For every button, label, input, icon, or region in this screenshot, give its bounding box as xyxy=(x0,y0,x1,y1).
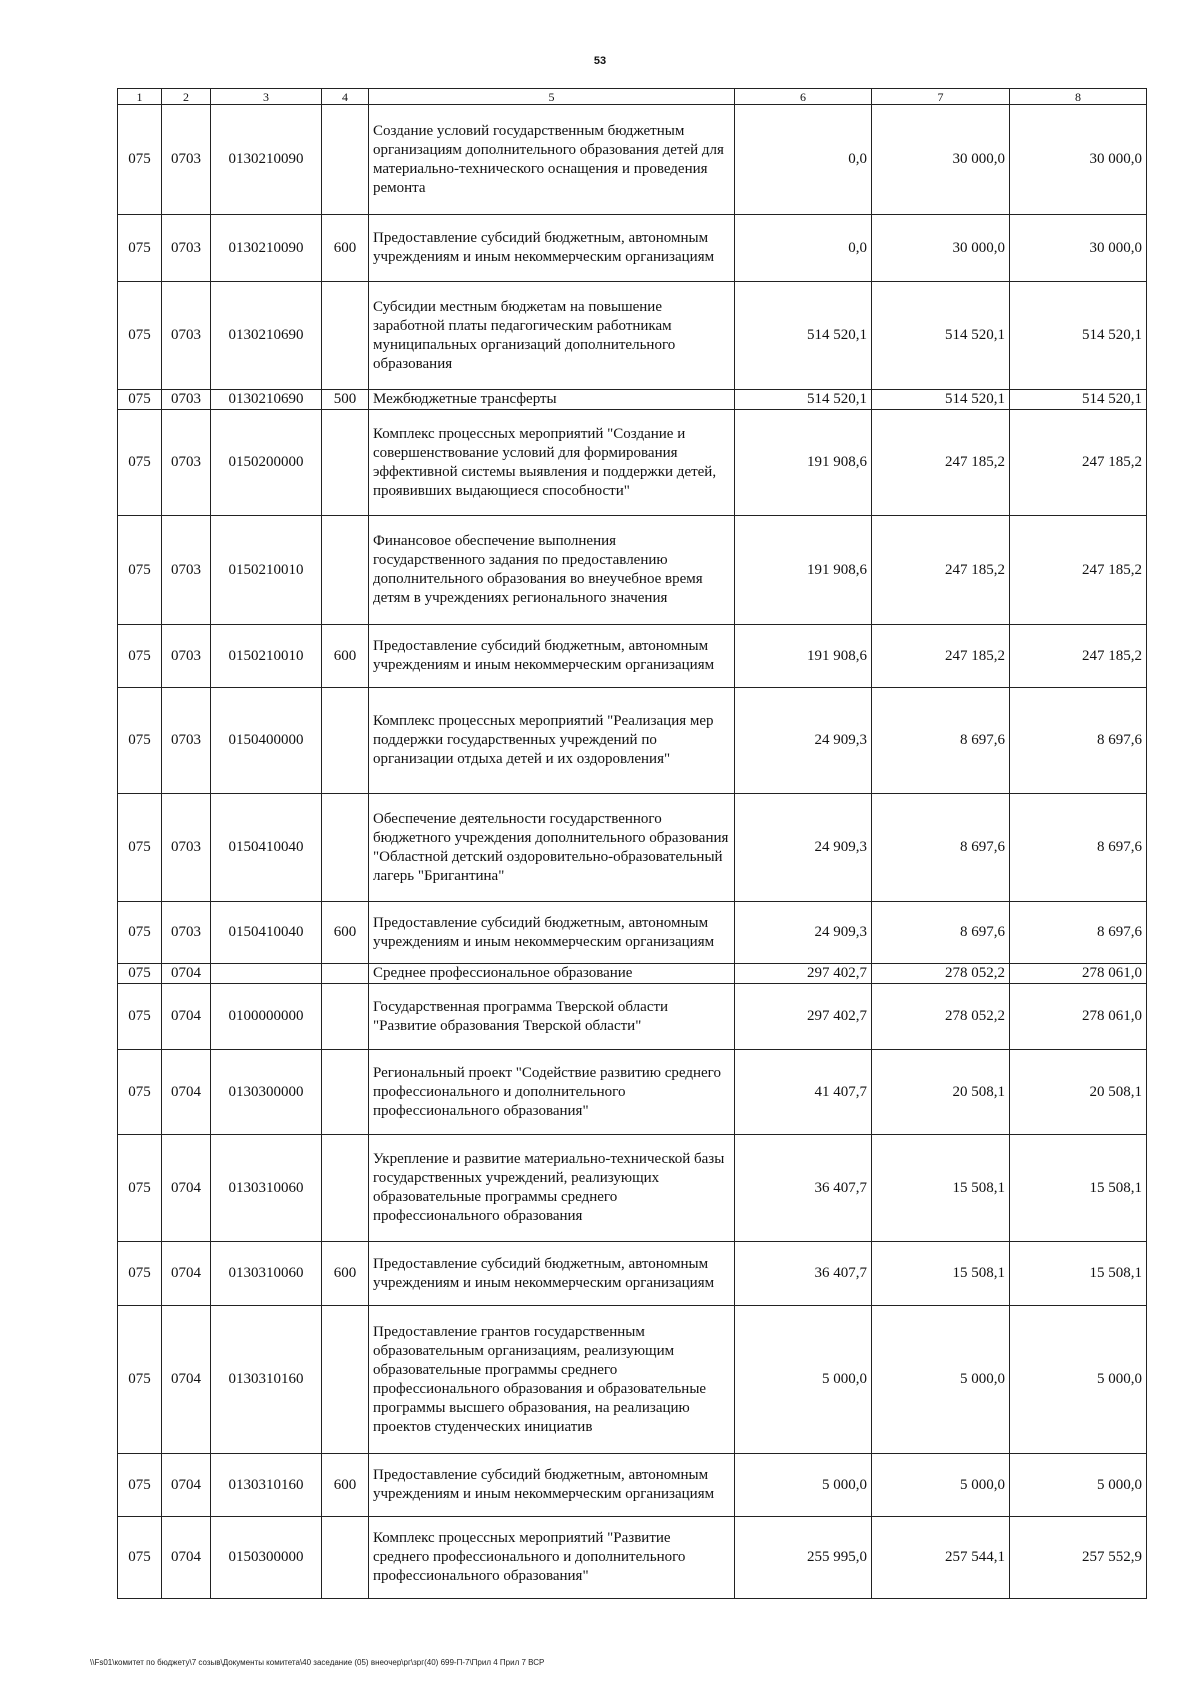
cell-target-article: 0150410040 xyxy=(211,794,322,902)
cell-expense-type: 600 xyxy=(322,215,369,282)
cell-amount-2: 514 520,1 xyxy=(872,390,1010,410)
column-header: 2 xyxy=(162,89,211,105)
cell-target-article: 0130310160 xyxy=(211,1306,322,1454)
cell-amount-1: 0,0 xyxy=(735,105,872,215)
cell-amount-2: 247 185,2 xyxy=(872,516,1010,625)
cell-target-article: 0130310060 xyxy=(211,1242,322,1306)
cell-expense-type xyxy=(322,794,369,902)
column-header: 7 xyxy=(872,89,1010,105)
cell-amount-3: 15 508,1 xyxy=(1010,1135,1147,1242)
cell-amount-2: 8 697,6 xyxy=(872,902,1010,964)
cell-amount-1: 191 908,6 xyxy=(735,516,872,625)
cell-ministry-code: 075 xyxy=(118,688,162,794)
cell-amount-1: 5 000,0 xyxy=(735,1306,872,1454)
cell-expense-type xyxy=(322,964,369,984)
cell-description: Предоставление субсидий бюджетным, автономным учреждениям и иным некоммерческим организациям xyxy=(369,215,735,282)
cell-ministry-code: 075 xyxy=(118,215,162,282)
table-row xyxy=(118,105,1147,215)
cell-amount-3: 514 520,1 xyxy=(1010,282,1147,390)
cell-description: Субсидии местным бюджетам на повышение заработной платы педагогическим работникам муниципальных организаций дополнительного образования xyxy=(369,282,735,390)
table-row xyxy=(118,516,1147,625)
cell-description: Обеспечение деятельности государственного бюджетного учреждения дополнительного образования "Областной детский оздоровительно-образовательный лагерь "Бригантина" xyxy=(369,794,735,902)
table-row xyxy=(118,410,1147,516)
cell-amount-3: 257 552,9 xyxy=(1010,1517,1147,1599)
cell-amount-1: 24 909,3 xyxy=(735,688,872,794)
cell-ministry-code: 075 xyxy=(118,1306,162,1454)
cell-ministry-code: 075 xyxy=(118,410,162,516)
cell-expense-type xyxy=(322,984,369,1050)
table-row xyxy=(118,215,1147,282)
cell-section-code: 0704 xyxy=(162,964,211,984)
table-row xyxy=(118,902,1147,964)
cell-amount-1: 297 402,7 xyxy=(735,984,872,1050)
cell-section-code: 0704 xyxy=(162,984,211,1050)
cell-expense-type xyxy=(322,1050,369,1135)
cell-amount-3: 8 697,6 xyxy=(1010,794,1147,902)
cell-description: Комплекс процессных мероприятий "Развитие среднего профессионального и дополнительного профессионального образования" xyxy=(369,1517,735,1599)
column-header: 4 xyxy=(322,89,369,105)
cell-amount-3: 30 000,0 xyxy=(1010,105,1147,215)
cell-ministry-code: 075 xyxy=(118,1517,162,1599)
cell-ministry-code: 075 xyxy=(118,516,162,625)
cell-amount-3: 30 000,0 xyxy=(1010,215,1147,282)
cell-description: Среднее профессиональное образование xyxy=(369,964,735,984)
cell-target-article: 0150210010 xyxy=(211,625,322,688)
column-number-row xyxy=(118,89,1147,105)
cell-target-article: 0130210090 xyxy=(211,215,322,282)
table-row xyxy=(118,794,1147,902)
cell-target-article: 0150300000 xyxy=(211,1517,322,1599)
column-header: 8 xyxy=(1010,89,1147,105)
cell-expense-type xyxy=(322,1135,369,1242)
cell-target-article: 0150400000 xyxy=(211,688,322,794)
cell-ministry-code: 075 xyxy=(118,105,162,215)
cell-amount-2: 247 185,2 xyxy=(872,625,1010,688)
cell-amount-3: 20 508,1 xyxy=(1010,1050,1147,1135)
cell-amount-1: 41 407,7 xyxy=(735,1050,872,1135)
cell-section-code: 0704 xyxy=(162,1306,211,1454)
cell-ministry-code: 075 xyxy=(118,1454,162,1517)
cell-amount-2: 278 052,2 xyxy=(872,984,1010,1050)
table-row xyxy=(118,984,1147,1050)
cell-section-code: 0703 xyxy=(162,282,211,390)
cell-amount-3: 278 061,0 xyxy=(1010,984,1147,1050)
cell-target-article: 0130310160 xyxy=(211,1454,322,1517)
cell-amount-2: 514 520,1 xyxy=(872,282,1010,390)
cell-section-code: 0704 xyxy=(162,1454,211,1517)
cell-amount-1: 36 407,7 xyxy=(735,1242,872,1306)
cell-amount-1: 514 520,1 xyxy=(735,390,872,410)
cell-target-article: 0150410040 xyxy=(211,902,322,964)
table-row xyxy=(118,625,1147,688)
table-row xyxy=(118,1306,1147,1454)
cell-amount-2: 15 508,1 xyxy=(872,1135,1010,1242)
cell-amount-1: 297 402,7 xyxy=(735,964,872,984)
column-header: 6 xyxy=(735,89,872,105)
cell-section-code: 0704 xyxy=(162,1517,211,1599)
footer-file-path: \\Fs01\комитет по бюджету\7 созыв\Документы комитета\40 заседание (05) внеочер\рг\зрг(40) 699-П-7\Прил 4 Прил 7 ВСР xyxy=(90,1658,545,1667)
cell-expense-type xyxy=(322,282,369,390)
table-row xyxy=(118,964,1147,984)
cell-amount-3: 5 000,0 xyxy=(1010,1454,1147,1517)
cell-target-article: 0130210690 xyxy=(211,282,322,390)
cell-amount-1: 36 407,7 xyxy=(735,1135,872,1242)
cell-expense-type xyxy=(322,105,369,215)
cell-expense-type: 600 xyxy=(322,902,369,964)
cell-section-code: 0703 xyxy=(162,516,211,625)
cell-section-code: 0703 xyxy=(162,625,211,688)
cell-amount-2: 278 052,2 xyxy=(872,964,1010,984)
cell-amount-3: 8 697,6 xyxy=(1010,902,1147,964)
cell-section-code: 0704 xyxy=(162,1242,211,1306)
cell-target-article: 0130210090 xyxy=(211,105,322,215)
cell-description: Укрепление и развитие материально-технической базы государственных учреждений, реализующих образовательные программы среднего профессионального образования xyxy=(369,1135,735,1242)
cell-description: Предоставление субсидий бюджетным, автономным учреждениям и иным некоммерческим организациям xyxy=(369,902,735,964)
cell-description: Комплекс процессных мероприятий "Реализация мер поддержки государственных учреждений по организации отдыха детей и их оздоровления" xyxy=(369,688,735,794)
cell-ministry-code: 075 xyxy=(118,902,162,964)
cell-ministry-code: 075 xyxy=(118,390,162,410)
cell-amount-2: 247 185,2 xyxy=(872,410,1010,516)
cell-amount-1: 5 000,0 xyxy=(735,1454,872,1517)
cell-amount-3: 514 520,1 xyxy=(1010,390,1147,410)
cell-section-code: 0703 xyxy=(162,688,211,794)
cell-section-code: 0703 xyxy=(162,390,211,410)
page-number: 53 xyxy=(593,55,607,67)
cell-section-code: 0703 xyxy=(162,794,211,902)
cell-section-code: 0704 xyxy=(162,1050,211,1135)
cell-amount-2: 8 697,6 xyxy=(872,688,1010,794)
cell-description: Предоставление субсидий бюджетным, автономным учреждениям и иным некоммерческим организациям xyxy=(369,1454,735,1517)
column-header: 3 xyxy=(211,89,322,105)
cell-amount-2: 257 544,1 xyxy=(872,1517,1010,1599)
cell-amount-3: 5 000,0 xyxy=(1010,1306,1147,1454)
cell-amount-3: 15 508,1 xyxy=(1010,1242,1147,1306)
cell-amount-1: 191 908,6 xyxy=(735,410,872,516)
cell-amount-3: 278 061,0 xyxy=(1010,964,1147,984)
cell-expense-type: 600 xyxy=(322,1242,369,1306)
cell-amount-2: 30 000,0 xyxy=(872,105,1010,215)
cell-description: Межбюджетные трансферты xyxy=(369,390,735,410)
cell-amount-1: 24 909,3 xyxy=(735,794,872,902)
cell-expense-type: 500 xyxy=(322,390,369,410)
table-row xyxy=(118,1517,1147,1599)
cell-description: Создание условий государственным бюджетным организациям дополнительного образования детей для материально-технического оснащения и проведения ремонта xyxy=(369,105,735,215)
cell-amount-3: 247 185,2 xyxy=(1010,625,1147,688)
cell-amount-1: 255 995,0 xyxy=(735,1517,872,1599)
cell-ministry-code: 075 xyxy=(118,1050,162,1135)
cell-section-code: 0703 xyxy=(162,902,211,964)
cell-expense-type xyxy=(322,516,369,625)
cell-target-article: 0130300000 xyxy=(211,1050,322,1135)
cell-target-article: 0150210010 xyxy=(211,516,322,625)
cell-target-article: 0130310060 xyxy=(211,1135,322,1242)
table-row xyxy=(118,688,1147,794)
cell-amount-2: 20 508,1 xyxy=(872,1050,1010,1135)
cell-expense-type xyxy=(322,688,369,794)
cell-amount-1: 24 909,3 xyxy=(735,902,872,964)
cell-expense-type xyxy=(322,410,369,516)
table-row xyxy=(118,1454,1147,1517)
cell-section-code: 0703 xyxy=(162,105,211,215)
cell-description: Предоставление субсидий бюджетным, автономным учреждениям и иным некоммерческим организациям xyxy=(369,1242,735,1306)
cell-target-article: 0150200000 xyxy=(211,410,322,516)
table-row xyxy=(118,282,1147,390)
cell-amount-2: 8 697,6 xyxy=(872,794,1010,902)
cell-ministry-code: 075 xyxy=(118,1242,162,1306)
cell-amount-3: 247 185,2 xyxy=(1010,410,1147,516)
cell-description: Предоставление грантов государственным образовательным организациям, реализующим образовательные программы среднего профессионального образования и образовательные программы высшего образования, на реализацию проектов студенческих инициатив xyxy=(369,1306,735,1454)
cell-expense-type xyxy=(322,1306,369,1454)
cell-target-article: 0100000000 xyxy=(211,984,322,1050)
cell-amount-1: 514 520,1 xyxy=(735,282,872,390)
cell-amount-3: 247 185,2 xyxy=(1010,516,1147,625)
cell-description: Финансовое обеспечение выполнения государственного задания по предоставлению дополнительного образования во внеучебное время детям в учреждениях регионального значения xyxy=(369,516,735,625)
table-row xyxy=(118,390,1147,410)
cell-section-code: 0703 xyxy=(162,410,211,516)
cell-amount-1: 191 908,6 xyxy=(735,625,872,688)
cell-target-article xyxy=(211,964,322,984)
cell-description: Предоставление субсидий бюджетным, автономным учреждениям и иным некоммерческим организациям xyxy=(369,625,735,688)
cell-amount-1: 0,0 xyxy=(735,215,872,282)
cell-ministry-code: 075 xyxy=(118,625,162,688)
cell-amount-2: 15 508,1 xyxy=(872,1242,1010,1306)
cell-amount-2: 5 000,0 xyxy=(872,1454,1010,1517)
table-row xyxy=(118,1050,1147,1135)
cell-description: Комплекс процессных мероприятий "Создание и совершенствование условий для формирования эффективной системы выявления и поддержки детей, проявивших выдающиеся способности" xyxy=(369,410,735,516)
cell-expense-type: 600 xyxy=(322,1454,369,1517)
column-header: 1 xyxy=(118,89,162,105)
cell-expense-type: 600 xyxy=(322,625,369,688)
cell-section-code: 0703 xyxy=(162,215,211,282)
cell-ministry-code: 075 xyxy=(118,794,162,902)
cell-section-code: 0704 xyxy=(162,1135,211,1242)
cell-amount-2: 5 000,0 xyxy=(872,1306,1010,1454)
cell-description: Государственная программа Тверской области "Развитие образования Тверской области" xyxy=(369,984,735,1050)
table-row xyxy=(118,1135,1147,1242)
budget-table xyxy=(117,88,1147,1599)
column-header: 5 xyxy=(369,89,735,105)
cell-ministry-code: 075 xyxy=(118,1135,162,1242)
cell-ministry-code: 075 xyxy=(118,984,162,1050)
cell-expense-type xyxy=(322,1517,369,1599)
table-row xyxy=(118,1242,1147,1306)
cell-description: Региональный проект "Содействие развитию среднего профессионального и дополнительного профессионального образования" xyxy=(369,1050,735,1135)
cell-amount-3: 8 697,6 xyxy=(1010,688,1147,794)
cell-target-article: 0130210690 xyxy=(211,390,322,410)
cell-ministry-code: 075 xyxy=(118,964,162,984)
cell-ministry-code: 075 xyxy=(118,282,162,390)
cell-amount-2: 30 000,0 xyxy=(872,215,1010,282)
